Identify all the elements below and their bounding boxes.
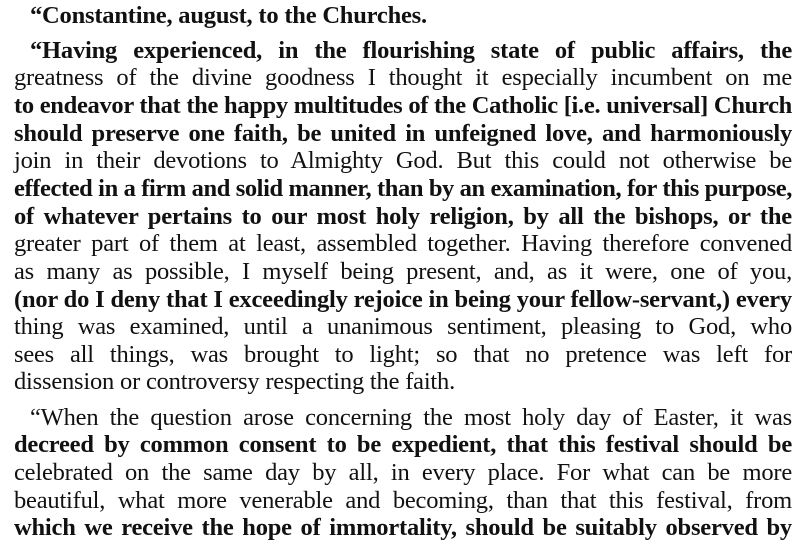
text-line: beautiful, what more venerable and becoming, than that this festival, from	[14, 487, 792, 514]
text-line: of whatever pertains to our most holy religion, by all the bishops, or the	[14, 203, 792, 230]
text-line: decreed by common consent to be expedient, that this festival should be	[14, 431, 792, 458]
text-line: as many as possible, I myself being present, and, as it were, one of you,	[14, 258, 792, 285]
text-line: sees all things, was brought to light; so that no pretence was left for	[14, 341, 792, 368]
text-line: celebrated on the same day by all, in every place. For what can be more	[14, 459, 792, 486]
text-line: (nor do I deny that I exceedingly rejoice in being your fellow-servant,) every	[14, 286, 792, 313]
text-line: greater part of them at least, assembled together. Having therefore convened	[14, 230, 792, 257]
text-line: greatness of the divine goodness I thought it especially incumbent on me	[14, 64, 792, 91]
text-line: which we receive the hope of immortality, should be suitably observed by	[14, 514, 792, 541]
text-line: thing was examined, until a unanimous sentiment, pleasing to God, who	[14, 313, 792, 340]
text-line: join in their devotions to Almighty God. But this could not otherwise be	[14, 147, 792, 174]
text-line: dissension or controversy respecting the faith.	[14, 368, 456, 395]
text-line: “When the question arose concerning the most holy day of Easter, it was	[30, 404, 792, 431]
text-line: to endeavor that the happy multitudes of the Catholic [i.e. universal] Church	[14, 92, 792, 119]
text-line: should preserve one faith, be united in unfeigned love, and harmoniously	[14, 120, 792, 147]
text-line: effected in a firm and solid manner, than by an examination, for this purpose,	[14, 175, 792, 202]
text-line: “Having experienced, in the flourishing state of public affairs, the	[30, 37, 792, 64]
text-line: “Constantine, august, to the Churches.	[30, 2, 427, 29]
